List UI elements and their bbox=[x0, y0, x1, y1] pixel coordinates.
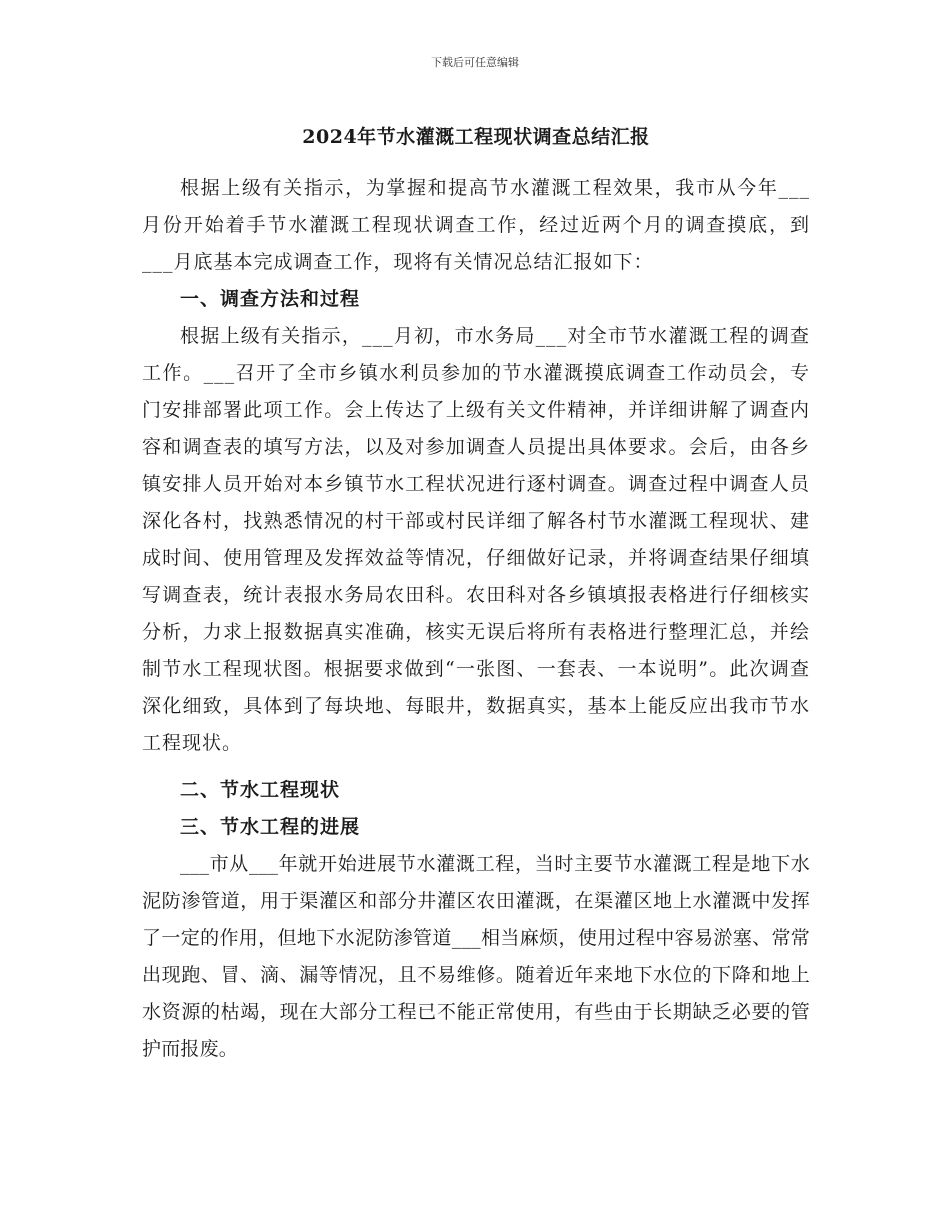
document-body bbox=[142, 118, 810, 1068]
section-body-progress: ___市从___年就开始进展节水灌溉工程，当时主要节水灌溉工程是地下水泥防渗管道，用于渠灌区和部分井灌区农田灌溉，在渠灌区地上水灌溉中发挥了一定的作用，但地下水泥防渗管道___相当麻烦，使用过程中容易淤塞、常常出现跑、冒、滴、漏等情况，且不易维修。随着近年来地下水位的下降和地上水资源的枯竭，现在大部分工程已不能正常使用，有些由于长期缺乏必要的管护而报废。 bbox=[142, 853, 810, 1060]
intro-paragraph: 根据上级有关指示，为掌握和提高节水灌溉工程效果，我市从今年___月份开始着手节水灌溉工程现状调查工作，经过近两个月的调查摸底，到___月底基本完成调查工作，现将有关情况总结汇报如下： bbox=[142, 177, 810, 273]
document-title: 2024年节水灌溉工程现状调查总结汇报 bbox=[302, 126, 650, 148]
header-note: 下载后可任意编辑 bbox=[431, 56, 519, 69]
section-heading-methods: 一、调查方法和过程 bbox=[180, 288, 361, 310]
section-body-methods: 根据上级有关指示，___月初，市水务局___对全市节水灌溉工程的调查工作。___召开了全市乡镇水利员参加的节水灌溉摸底调查工作动员会，专门安排部署此项工作。会上传达了上级有关文件精神，并详细讲解了调查内容和调查表的填写方法，以及对参加调查人员提出具体要求。会后，由各乡镇安排人员开始对本乡镇节水工程状况进行逐村调查。调查过程中调查人员深化各村，找熟悉情况的村干部或村民详细了解各村节水灌溉工程现状、建成时间、使用管理及发挥效益等情况，仔细做好记录，并将调查结果仔细填写调查表，统计表报水务局农田科。农田科对各乡镇填报表格进行仔细核实分析，力求上报数据真实准确，核实无误后将所有表格进行整理汇总，并绘制节水工程现状图。根据要求做到“一张图、一套表、一本说明”。此次调查深化细致，具体到了每块地、每眼井，数据真实，基本上能反应出我市节水工程现状。 bbox=[142, 325, 810, 754]
section-heading-progress: 三、节水工程的进展 bbox=[180, 816, 361, 838]
section-heading-status: 二、节水工程现状 bbox=[180, 779, 341, 801]
